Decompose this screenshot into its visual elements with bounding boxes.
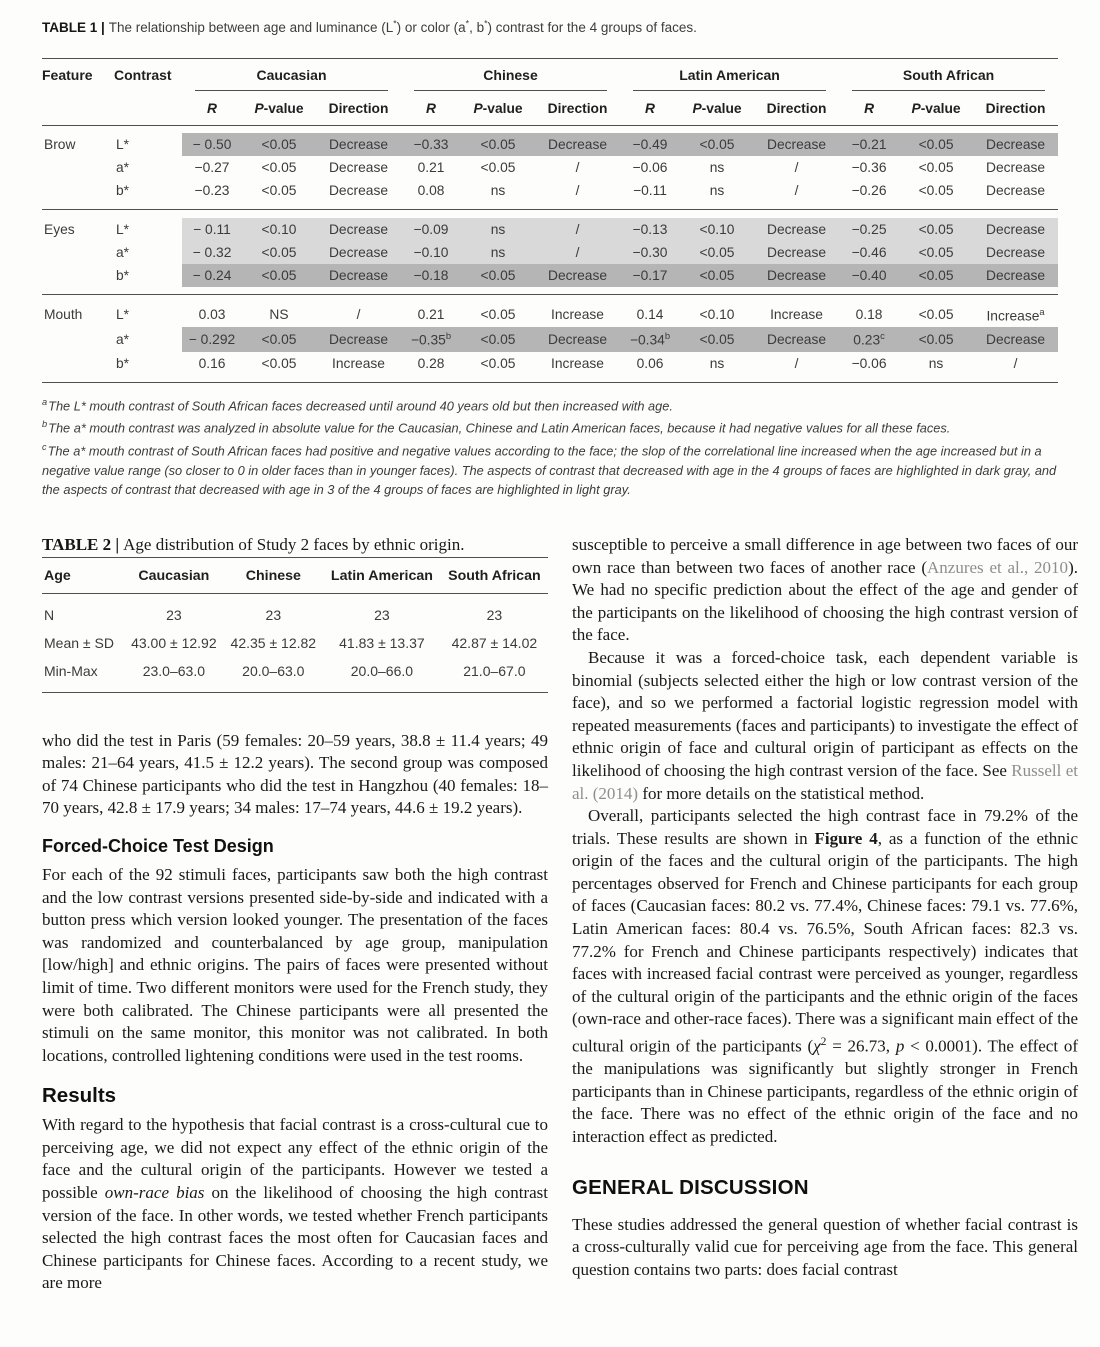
t1-feature-cell: Eyes: [44, 221, 75, 237]
t1-group-label: Latin American: [679, 66, 780, 83]
table1-caption: [42, 14, 1078, 37]
t1-cell: −0.36: [851, 159, 887, 175]
t1-cell: Decrease: [986, 159, 1046, 175]
t1-separator: [42, 125, 1058, 133]
t1-cell: <0.05: [242, 133, 316, 156]
right-column: [572, 534, 1078, 1295]
t1-cell: Decrease: [316, 241, 401, 264]
t1-group-row: [42, 58, 1058, 91]
t2-cell: 21.0–67.0: [463, 662, 526, 679]
footnote-marker: b: [445, 331, 452, 342]
para-participants: who did the test in Paris (59 females: 20–59 years, 38.8 ± 11.4 years; 49 males: 21–64 years, 41.5 ± 12.2 years). The second group was composed of 74 Chinese participants who did the test in Hangzhou (40 females: 18–70 years, 42.8 ± 17.9 years; 34 males: 17–74 years, 44.6 ± 19.2 years).: [42, 730, 548, 818]
t1-group-header-3: [839, 58, 1058, 91]
t1-cell: <0.10: [680, 218, 754, 241]
text-segment: for more details on the statistical method.: [638, 783, 925, 803]
t1-cell: <0.05: [899, 133, 973, 156]
t1-subheader: [461, 91, 535, 126]
t1-cell: −0.06: [851, 355, 887, 371]
t1-cell: Increase: [551, 355, 604, 371]
t1-subheader: [620, 91, 680, 126]
text-segment: -value: [701, 100, 742, 116]
t1-cell: <0.05: [480, 355, 516, 371]
text-segment: Because it was a forced-choice task, each dependent variable is binomial (subjects selected either the high or low contrast version of the face), and so we performed a factorial logistic regression model with repeated measurements (faces and participants) to investigate the effect of ethnic origin of face and cultural origin of participant as effects on the likelihood of choosing the high contrast version of the face. See: [572, 647, 1078, 780]
text-segment: ). We had no specific prediction about the effect of the age and gender of the participants on the likelihood of choosing the high contrast version of the face.: [572, 557, 1078, 645]
t1-cell: <0.05: [918, 307, 954, 323]
t1-feature-cell: [42, 179, 114, 202]
t1-row: [42, 179, 1058, 202]
t1-group-header-2: [620, 58, 839, 91]
t1-separator: [42, 209, 1058, 218]
t1-cell: Decrease: [328, 182, 389, 198]
t1-cell: <0.10: [242, 218, 316, 241]
text-segment: χ: [813, 1036, 821, 1056]
footnote-marker: c: [42, 442, 47, 453]
t1-cell: 0.21: [417, 159, 445, 175]
t1-cell: −0.34$^b$: [620, 327, 680, 352]
t1-group-header-0: [182, 58, 401, 91]
text-segment: The relationship between age and luminance (L: [108, 19, 394, 35]
t1-cell: 0.03: [198, 307, 226, 323]
text-segment: Direction: [547, 100, 608, 116]
text-segment: R: [864, 100, 875, 116]
para-statistics: [572, 647, 1078, 805]
t2-header-row: [42, 557, 548, 593]
t1-separator-cell: [42, 209, 1058, 218]
t1-cell: −0.46: [839, 241, 899, 264]
t1-body: [42, 125, 1058, 382]
t1-head: [42, 58, 1058, 125]
t1-separator: [42, 294, 1058, 303]
body-columns: [42, 534, 1078, 1295]
t1-subheader: [401, 91, 461, 126]
t1-row: [42, 218, 1058, 241]
t1-cell: −0.17: [620, 264, 680, 287]
t1-cell: Decrease: [328, 159, 389, 175]
t1-row: [42, 352, 1058, 375]
t1-cell: <0.05: [242, 264, 316, 287]
t1-cell: −0.13: [620, 218, 680, 241]
text-segment: , as a function of the ethnic origin of the faces and the cultural origin of the participants. The high percentages observed for French and Chinese participants for each group of faces (Caucasian faces: 80.2 vs. 77.4%, Chinese faces: 79.1 vs. 77.6%, Latin American faces: 80.4 vs. 76.5%, South African faces: 82.3 vs. 77.2% for French and Chinese participants respectively) indicates that faces with increased facial contrast were perceived as younger, regardless of the cultural origin of the participants and the ethnic origin of the faces (own-race and other-race faces). There was a significant main effect of the cultural origin of the participants (: [572, 828, 1078, 1056]
t1-separator-cell: [42, 125, 1058, 133]
t1-cell: Decrease: [754, 218, 839, 241]
t1-group-label: South African: [902, 66, 995, 83]
t1-cell: − 0.32: [182, 241, 242, 264]
t1-col-header-feature: Feature: [42, 66, 93, 83]
t2-body: [42, 593, 548, 692]
t1-cell: <0.05: [261, 159, 297, 175]
t1-cell: Decrease: [973, 327, 1058, 352]
t1-cell: ns: [490, 182, 506, 198]
t2-cell: 23.0–63.0: [142, 662, 206, 679]
t1-cell: − 0.11: [182, 218, 242, 241]
t1-cell: Decrease: [316, 264, 401, 287]
t1-cell: <0.05: [899, 241, 973, 264]
t1-cell: −0.26: [851, 182, 887, 198]
text-segment: Direction: [985, 100, 1046, 116]
t1-cell: −0.21: [839, 133, 899, 156]
t2-cell: 23: [166, 606, 182, 623]
t2-cell: 23: [486, 606, 503, 623]
t1-feature-cell: [42, 327, 114, 352]
t1-feature-cell: Mouth: [44, 307, 83, 323]
t1-cell: −0.49: [620, 133, 680, 156]
t1-cell: 0.28: [417, 355, 445, 371]
text-segment: *: [465, 18, 470, 28]
t1-cell: Decrease: [973, 264, 1058, 287]
t1-footnote: $^c$The a* mouth contrast of South African faces had positive and negative values according to the face; the slop of the correlational line increased when the age increased but in a negative value range (so closer to 0 in older faces than in younger faces). The aspects of contrast that decreased with age in the 4 groups of faces are highlighted in dark gray, and the aspects of contrast that decreased with age in 3 of the 4 groups of faces are highlighted in light gray.: [42, 442, 1057, 498]
t1-cell: −0.10: [401, 241, 461, 264]
t1-cell: /: [575, 182, 580, 198]
t1-cell: <0.05: [680, 133, 754, 156]
t1-cell: 0.06: [636, 355, 664, 371]
text-segment: ) contrast for the 4 groups of faces.: [487, 19, 697, 35]
t1-cell: Decrease: [754, 327, 839, 352]
t1-feature-cell: [42, 352, 114, 375]
table2-caption: [42, 534, 548, 557]
text-segment: -value: [920, 100, 961, 116]
table1-footnotes: [42, 393, 1058, 500]
text-segment: Figure 4: [814, 828, 878, 848]
t1-contrast-cell: b*: [116, 267, 130, 283]
text-segment: Direction: [766, 100, 827, 116]
t1-cell: 0.08: [417, 182, 445, 198]
t1-cell: ns: [928, 355, 944, 371]
text-segment: P: [692, 100, 702, 116]
t1-subheader: [754, 91, 839, 126]
t1-cell: <0.05: [242, 241, 316, 264]
t1-row: [42, 133, 1058, 156]
t1-cell: <0.05: [680, 327, 754, 352]
t1-cell: <0.05: [480, 307, 516, 323]
t2-header-2: Chinese: [224, 557, 323, 593]
t1-footnote: $^a$The L* mouth contrast of South African faces decreased until around 40 years old but then increased with age.: [42, 396, 673, 413]
left-column: [42, 534, 548, 1295]
t1-subheader: [242, 91, 316, 126]
para-forced-choice: For each of the 92 stimuli faces, participants saw both the high contrast and the low contrast versions presented side-by-side and indicated with a button press which version looked younger. The presentation of the faces was randomized and counterbalanced by age group, manipulation [low/high] and ethnic origins. The pairs of faces were presented without limit of time. Two different monitors were used for the French study, they were both calibrated. The Chinese participants were all presented the stimuli on the same monitor, this monitor was not calibrated. In both locations, controlled lightening conditions were used in the test rooms.: [42, 864, 548, 1065]
t1-cell: <0.05: [899, 264, 973, 287]
t2-cell: 20.0–66.0: [350, 662, 414, 679]
t1-cell: <0.05: [242, 327, 316, 352]
t1-cell: Increase: [551, 307, 604, 323]
t1-cell: <0.05: [261, 355, 297, 371]
t2-cell: 41.83 ± 13.37: [339, 634, 425, 651]
t2-row: [42, 629, 548, 657]
t1-cell: Decrease: [316, 133, 401, 156]
t1-cell: Increase$^a$: [986, 306, 1045, 324]
t2-header-4: South African: [441, 557, 548, 593]
t2-cell: 20.0–63.0: [242, 662, 305, 679]
t1-row: [42, 327, 1058, 352]
t1-cell: Increase: [332, 355, 385, 371]
citation-link[interactable]: Russell et al. (2014): [572, 760, 1078, 803]
t1-contrast-cell: L*: [116, 307, 130, 323]
t1-cell: /: [535, 241, 620, 264]
t2-row-label: Mean ± SD: [44, 634, 114, 651]
t1-cell: −0.30: [620, 241, 680, 264]
t1-cell: 0.21: [417, 307, 445, 323]
t2-row: [42, 657, 548, 693]
table1: [42, 58, 1058, 383]
footnote-marker: b: [42, 419, 48, 430]
text-segment: R: [207, 100, 217, 116]
t1-cell: ns: [709, 355, 725, 371]
t1-cell: <0.10: [699, 307, 735, 323]
t1-cell: −0.33: [401, 133, 461, 156]
footnote-marker: a: [42, 396, 48, 407]
t2-head: [42, 557, 548, 593]
t1-separator-cell: [42, 294, 1058, 303]
t1-cell: Decrease: [754, 241, 839, 264]
t1-cell: <0.05: [680, 264, 754, 287]
t1-row: [42, 241, 1058, 264]
text-segment: -value: [263, 100, 304, 116]
t1-cell: NS: [269, 307, 289, 323]
t1-subheader: [899, 91, 973, 126]
text-segment: P: [473, 100, 483, 116]
t1-contrast-cell: a*: [116, 244, 130, 260]
text-segment: < 0.0001). The effect of the manipulations was significantly but slightly stronger in French participants than in Chinese participants, regardless of the ethnic origin of the face. There was no effect of the ethnic origin of the face and no interaction effect as predicted.: [572, 1036, 1078, 1147]
text-segment: = 26.73,: [826, 1036, 896, 1056]
t1-cell: Decrease: [973, 241, 1058, 264]
t1-subheader: [182, 91, 242, 126]
table2-caption-text: Age distribution of Study 2 faces by ethnic origin.: [123, 534, 465, 554]
text-segment: susceptible to perceive a small difference in age between two faces of our own race than between two faces of another race (: [572, 534, 1078, 577]
t1-cell: <0.05: [461, 327, 535, 352]
t1-cell: −0.25: [839, 218, 899, 241]
t1-cell: ns: [461, 241, 535, 264]
t1-cell: − 0.24: [182, 264, 242, 287]
t1-cell: − 0.50: [182, 133, 242, 156]
para-results: [42, 1114, 548, 1295]
t2-header-1: Caucasian: [124, 557, 223, 593]
text-segment: 2: [820, 1035, 827, 1049]
t1-cell: ns: [709, 159, 725, 175]
text-segment: *: [484, 18, 488, 28]
text-segment: on the likelihood of choosing the high contrast version of the face. In other words, we tested whether French participants selected the high contrast faces the most often for Caucasian faces and Chinese participants for Chinese faces. According to a recent study, we are more: [42, 1183, 549, 1293]
t1-cell: <0.05: [899, 218, 973, 241]
table1-caption-label: TABLE 1 |: [42, 19, 105, 35]
t1-subheader: [680, 91, 754, 126]
t1-cell: 0.18: [855, 307, 883, 323]
t1-contrast-cell: b*: [116, 182, 130, 198]
heading-general-discussion: GENERAL DISCUSSION: [572, 1175, 809, 1199]
t1-cell: /: [575, 159, 580, 175]
table2: [42, 557, 548, 693]
t1-cell: 0.23$^c$: [839, 327, 899, 352]
t1-feature-cell: [42, 241, 114, 264]
t1-subheader: [973, 91, 1058, 126]
t1-cell: <0.05: [461, 264, 535, 287]
t1-cell: −0.11: [633, 182, 667, 198]
t1-row: [42, 303, 1058, 328]
t1-cell: <0.05: [680, 241, 754, 264]
t2-cell: 42.35 ± 12.82: [230, 634, 317, 651]
t1-cell: Decrease: [754, 133, 839, 156]
t2-row-label: Min-Max: [44, 662, 98, 679]
t1-cell: /: [1013, 355, 1018, 371]
t1-contrast-cell: a*: [116, 331, 130, 347]
t1-cell: Decrease: [754, 264, 839, 287]
text-segment: -value: [482, 100, 523, 116]
t1-cell: Decrease: [973, 218, 1058, 241]
t1-subheader: [839, 91, 899, 126]
t1-contrast-cell: L*: [116, 221, 130, 237]
citation-link[interactable]: Anzures et al., 2010: [927, 557, 1069, 577]
t1-group-label: Chinese: [483, 66, 538, 83]
text-segment: *: [393, 18, 397, 28]
t1-row: [42, 264, 1058, 287]
t1-subheader: [535, 91, 620, 126]
t1-cell: Decrease: [316, 327, 401, 352]
t1-cell: −0.40: [839, 264, 899, 287]
t1-cell: 0.16: [198, 355, 226, 371]
t1-cell: /: [356, 307, 361, 323]
text-segment: ) or color (a: [396, 19, 466, 35]
t1-subheader-row: [42, 91, 1058, 126]
t2-cell: 42.87 ± 14.02: [451, 634, 538, 651]
text-segment: With regard to the hypothesis that facial contrast is a cross-cultural cue to perceiving age, we did not expect any effect of the ethnic origin of the face and the cultural origin of the participants. However we tested a possible: [42, 1115, 548, 1203]
t1-cell: Decrease: [535, 133, 620, 156]
t1-feature-cell: Brow: [44, 136, 76, 152]
t1-cell: /: [794, 355, 799, 371]
t1-cell: ns: [709, 182, 725, 198]
t1-separator-cell: [42, 202, 1058, 210]
footnote-marker: b: [664, 331, 671, 342]
t1-cell: Decrease: [535, 327, 620, 352]
t1-separator: [42, 375, 1058, 383]
t1-cell: −0.09: [401, 218, 461, 241]
t2-row-label: N: [44, 606, 55, 623]
t1-cell: <0.05: [461, 133, 535, 156]
text-segment: P: [911, 100, 921, 116]
t2-header-3: Latin American: [323, 557, 441, 593]
t1-separator: [42, 287, 1058, 295]
t1-cell: <0.05: [261, 182, 297, 198]
t1-contrast-cell: b*: [116, 355, 130, 371]
t1-cell: <0.05: [918, 182, 954, 198]
t1-contrast-cell: a*: [116, 159, 130, 175]
text-segment: Overall, participants selected the high contrast face in 79.2% of the trials. These results are shown in: [572, 806, 1078, 848]
text-segment: R: [426, 100, 436, 116]
t1-cell: − 0.292: [182, 327, 242, 352]
t1-cell: −0.35$^b$: [401, 327, 461, 352]
t1-cell: Decrease: [973, 133, 1058, 156]
t2-cell: 23: [265, 606, 282, 623]
t1-cell: −0.06: [632, 159, 668, 175]
t2-cell: 23: [374, 606, 390, 623]
t1-cell: ns: [461, 218, 535, 241]
t1-cell: /: [794, 159, 799, 175]
t1-contrast-cell: L*: [116, 136, 130, 152]
text-segment: Direction: [328, 100, 389, 116]
t2-header-0: Age: [42, 557, 124, 593]
t1-separator-cell: [42, 287, 1058, 295]
t1-cell: /: [535, 218, 620, 241]
t2-cell: 43.00 ± 12.92: [131, 634, 217, 651]
t1-cell: −0.18: [401, 264, 461, 287]
t1-cell: Decrease: [316, 218, 401, 241]
t1-col-header-contrast: Contrast: [114, 66, 172, 83]
t1-cell: <0.05: [918, 159, 954, 175]
t1-row: [42, 156, 1058, 179]
text-segment: R: [645, 100, 655, 116]
text-segment: , b: [469, 19, 485, 35]
text-segment: P: [254, 100, 264, 116]
t1-group-header-1: [401, 58, 620, 91]
t1-cell: <0.05: [899, 327, 973, 352]
heading-results: Results: [42, 1084, 117, 1108]
t1-cell: Decrease: [986, 182, 1046, 198]
t1-cell: Increase: [770, 307, 823, 323]
table2-caption-label: TABLE 2 |: [42, 534, 120, 554]
t2-row: [42, 593, 548, 629]
para-general-discussion: These studies addressed the general question of whether facial contrast is a cross-culturally valid cue for perceiving age from the face. This general question contains two parts: does facial contrast: [572, 1214, 1078, 1279]
text-segment: p: [895, 1036, 905, 1056]
t1-subheader: [316, 91, 401, 126]
heading-forced-choice-test-design: Forced-Choice Test Design: [42, 835, 274, 856]
footnote-marker: c: [880, 331, 885, 342]
t1-cell: <0.05: [480, 159, 516, 175]
footnote-marker: a: [1039, 306, 1045, 317]
t1-feature-cell: [42, 156, 114, 179]
t1-cell: 0.14: [636, 307, 664, 323]
table1-caption-text: [109, 20, 697, 35]
t1-cell: −0.23: [194, 182, 230, 198]
t1-cell: −0.27: [194, 159, 230, 175]
t1-feature-cell: [42, 264, 114, 287]
t1-footnote: $^b$The a* mouth contrast was analyzed in absolute value for the Caucasian, Chinese and Latin American faces, because it had negative values for all these faces.: [42, 419, 951, 436]
t1-separator: [42, 202, 1058, 210]
t1-cell: /: [794, 182, 799, 198]
para-overall-results: [572, 805, 1078, 1149]
t1-separator-cell: [42, 375, 1058, 383]
t1-group-label: Caucasian: [256, 66, 327, 83]
para-own-race: [572, 534, 1078, 647]
t1-cell: Decrease: [535, 264, 620, 287]
text-segment: own-race bias: [104, 1183, 205, 1203]
